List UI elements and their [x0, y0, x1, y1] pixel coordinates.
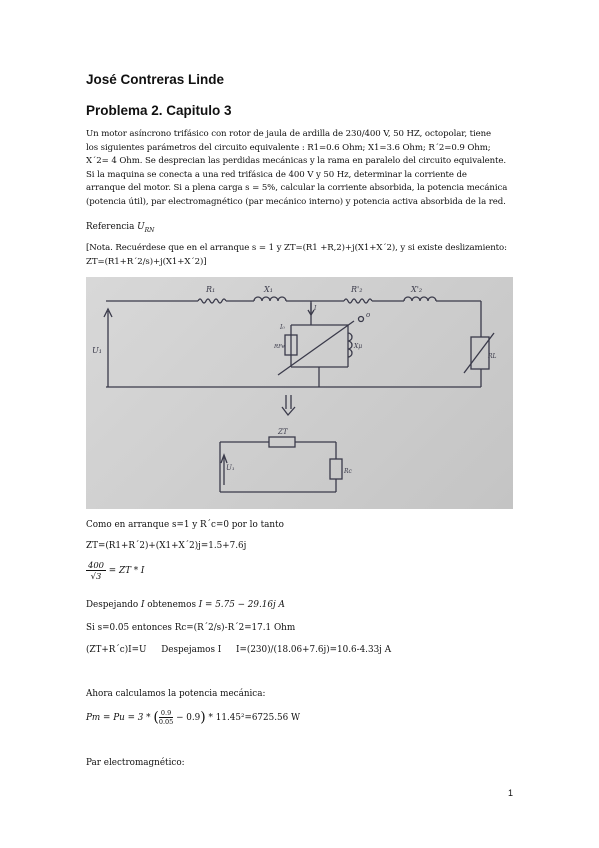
note-line: [Nota. Recuérdese que en el arranque s = 1 y ZT=(R1 +R,2)+j(X1+X´2), y si existe deslizamiento: [86, 243, 507, 253]
label-r1: R₁ [206, 285, 216, 294]
pm-minus: − 0.9 [173, 713, 201, 723]
label-u1: U₁ [92, 346, 102, 355]
reference-label: Referencia [86, 222, 135, 232]
label-rl: RL [488, 353, 497, 360]
solution-line-4 [86, 600, 285, 610]
statement-line: arranque del motor. Si a plena carga s = 5%, calcular la corriente absorbida, la potencia mecánica [86, 183, 508, 194]
statement-line: Un motor asíncrono trifásico con rotor de jaula de ardilla de 230/400 V, 50 HZ, octopolar, tiene [86, 129, 492, 139]
solution-eq-3 [86, 560, 144, 581]
solution-line-2: ZT=(R1+R´2)+(X1+X´2)j=1.5+7.6j [86, 541, 247, 551]
solution-line-5: Si s=0.05 entonces Rc=(R´2/s)-R´2=17.1 Ohm [86, 623, 296, 633]
eq3-rest: = ZT * I [108, 566, 145, 576]
statement-line: (potencia útil), par electromagnético (par mecánico interno) y potencia activa absorbida de la red. [86, 196, 506, 207]
line4-mid: obtenemos [144, 600, 199, 610]
label-rfe: RFe [274, 344, 285, 350]
page-number: 1 [508, 788, 514, 798]
mechanical-power-eq: Pm = Pu = 3 * ( $\frac{0.9}{0.05} - 0.9) * 11.45^2=6725.56$ W [86, 709, 301, 726]
fraction [86, 560, 106, 581]
label-xm: Xμ [354, 343, 363, 350]
problem-title: Problema 2. Capitulo 3 [86, 103, 232, 118]
solution-line-1: Como en arranque s=1 y R´c=0 por lo tanto [86, 520, 284, 530]
note-line: ZT=(R1+R´2/s)+j(X1+X´2)] [86, 256, 207, 267]
label-rc: Rc [344, 468, 352, 475]
solution-line-9: Par electromagnético: [86, 758, 185, 768]
reference-line [86, 222, 154, 234]
line6-eq: (ZT+R´c)I=U [86, 645, 147, 655]
reference-symbol: U [137, 222, 145, 232]
note [86, 242, 516, 269]
label-o: o [366, 311, 371, 319]
line4-var: I [140, 600, 145, 610]
problem-statement [86, 128, 516, 210]
line6-label: Despejamos I [161, 645, 222, 655]
label-u1-lower: U₁ [226, 464, 235, 472]
statement-line: X´2= 4 Ohm. Se desprecian las perdidas mecánicas y la rama en paralelo del circuito equivalente. [86, 156, 507, 167]
solution-line-7: Ahora calculamos la potencia mecánica: [86, 689, 266, 699]
label-x1: X₁ [264, 285, 273, 294]
circuit-photo [86, 277, 513, 509]
label-x2: X'₂ [411, 285, 423, 294]
label-i0: I₀ [280, 324, 285, 331]
statement-line: los siguientes parámetros del circuito equivalente : R1=0.6 Ohm; X1=3.6 Ohm; R´2=0.9 Ohm; [86, 142, 491, 153]
fraction-denominator: √3 [90, 571, 102, 581]
solution-line-6 [86, 645, 391, 655]
pm-den: 0.05 [158, 718, 174, 726]
line4-result: I = 5.75 − 29.16j A [198, 600, 285, 610]
reference-subscript: RN [144, 226, 155, 234]
label-zt: ZT [278, 428, 288, 436]
pm-num: 0.9 [159, 709, 173, 718]
label-i: I [314, 305, 317, 312]
author-name: José Contreras Linde [86, 72, 225, 87]
statement-line: Si la maquina se conecta a una red trifásica de 400 V y 50 Hz, determinar la corriente de [86, 169, 467, 180]
line6-result: I=(230)/(18.06+7.6j)=10.6-4.33j A [236, 645, 392, 655]
line4-text: Despejando [86, 600, 141, 610]
fraction-numerator: 400 [88, 560, 104, 570]
pm-fraction [159, 709, 173, 726]
pm-lhs: Pm = Pu = 3 * [86, 713, 154, 723]
pm-rhs: * 11.45²=6725.56 W [205, 713, 301, 723]
circuit-diagram [86, 277, 513, 509]
label-r2: R'₂ [351, 285, 363, 294]
